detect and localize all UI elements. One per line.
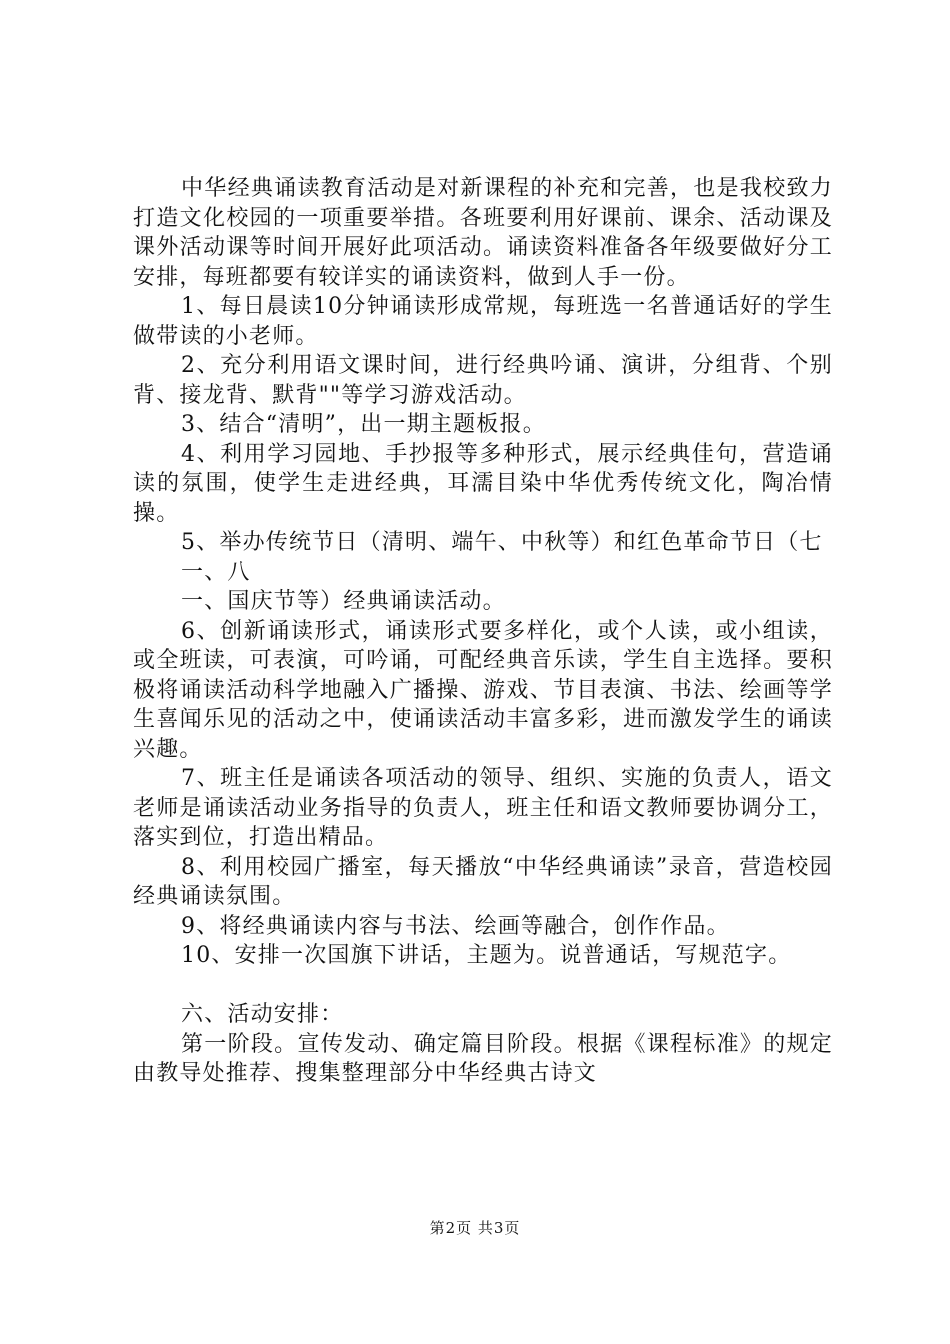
item-3-paragraph: 3、结合“清明”，出一期主题板报。 bbox=[181, 412, 546, 437]
intro-paragraph: 中华经典诵读教育活动是对新课程的补充和完善，也是我校致力打造文化校园的一项重要举措。各班要利用好课前、课余、活动课及课外活动课等时间开展好此项活动。诵读资料准备各年级要做好分工安排，每班都要有较详实的诵读资料，做到人手一份。 bbox=[133, 176, 833, 290]
document-body bbox=[133, 174, 833, 1089]
paragraph-gap bbox=[133, 971, 833, 1001]
item-8-paragraph: 8、利用校园广播室，每天播放“中华经典诵读”录音，营造校园经典诵读氛围。 bbox=[133, 854, 833, 909]
item-2-paragraph: 2、充分利用语文课时间，进行经典吟诵、演讲，分组背、个别背、接龙背、默背""等学习游戏活动。 bbox=[133, 353, 833, 408]
item-5-continuation-b: 一、国庆节等）经典诵读活动。 bbox=[181, 589, 506, 614]
item-9-paragraph: 9、将经典诵读内容与书法、绘画等融合，创作作品。 bbox=[181, 913, 730, 939]
item-1-paragraph: 1、每日晨读10分钟诵读形成常规，每班选一名普通话好的学生做带读的小老师。 bbox=[133, 294, 833, 349]
item-5-paragraph: 5、举办传统节日（清明、端午、中秋等）和红色革命节日（七 bbox=[181, 530, 823, 555]
item-5-continuation-a: 一、八 bbox=[181, 559, 251, 585]
item-7-paragraph: 7、班主任是诵读各项活动的领导、组织、实施的负责人，语文老师是诵读活动业务指导的负责人，班主任和语文教师要协调分工，落实到位，打造出精品。 bbox=[133, 766, 833, 850]
section-heading: 六、活动安排： bbox=[181, 1002, 344, 1027]
item-6-paragraph: 6、创新诵读形式，诵读形式要多样化，或个人读，或小组读，或全班读，可表演，可吟诵，可配经典音乐读，学生自主选择。要积极将诵读活动科学地融入广播操、游戏、节目表演、书法、绘画等学生喜闻乐见的活动之中，使诵读活动丰富多彩，进而激发学生的诵读兴趣。 bbox=[133, 618, 833, 762]
item-10-paragraph: 10、安排一次国旗下讲话，主题为。说普通话，写规范字。 bbox=[181, 943, 792, 968]
stage-1-paragraph: 第一阶段。宣传发动、确定篇目阶段。根据《课程标准》的规定由教导处推荐、搜集整理部分中华经典古诗文 bbox=[133, 1031, 833, 1086]
page-number-footer: 第2页 共3页 bbox=[429, 1219, 521, 1237]
item-4-paragraph: 4、利用学习园地、手抄报等多种形式，展示经典佳句，营造诵读的氛围，使学生走进经典，耳濡目染中华优秀传统文化，陶冶情操。 bbox=[133, 441, 833, 526]
